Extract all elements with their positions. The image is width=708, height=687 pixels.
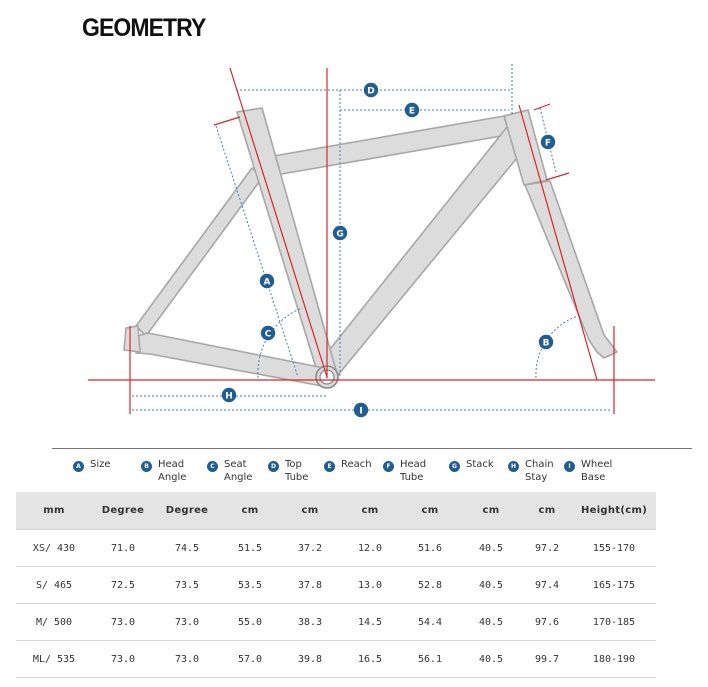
- legend-item-seat-angle: [207, 458, 252, 484]
- column-header: Degree: [92, 492, 154, 530]
- legend-item-stack: [449, 458, 494, 472]
- marker-label-i: I: [359, 406, 363, 417]
- legend-label-wheel-base: Wheel Base: [581, 459, 613, 483]
- table-cell: 55.0: [220, 604, 280, 641]
- table-row: [16, 530, 656, 567]
- marker-i: [354, 403, 368, 417]
- marker-e: [405, 103, 419, 117]
- column-header: cm: [522, 492, 572, 530]
- legend-badge-f: F: [383, 461, 394, 472]
- table-cell: 71.0: [92, 530, 154, 567]
- table-cell: S/ 465: [16, 567, 92, 604]
- table-cell: 170-185: [572, 604, 656, 641]
- table-cell: 40.5: [460, 641, 522, 678]
- legend-item-wheel-base: [564, 458, 612, 484]
- table-cell: 52.8: [400, 567, 460, 604]
- table-cell: 16.5: [340, 641, 400, 678]
- table-cell: 180-190: [572, 641, 656, 678]
- table-cell: 37.2: [280, 530, 340, 567]
- column-header: cm: [460, 492, 522, 530]
- table-cell: 57.0: [220, 641, 280, 678]
- table-cell: XS/ 430: [16, 530, 92, 567]
- table-cell: 73.0: [92, 641, 154, 678]
- table-cell: 97.2: [522, 530, 572, 567]
- table-cell: 40.5: [460, 567, 522, 604]
- table-cell: 51.6: [400, 530, 460, 567]
- marker-f: [541, 135, 555, 149]
- marker-c: [261, 326, 275, 340]
- table-cell: 99.7: [522, 641, 572, 678]
- table-cell: 165-175: [572, 567, 656, 604]
- marker-a: [260, 274, 274, 288]
- table-cell: M/ 500: [16, 604, 92, 641]
- marker-label-d: D: [367, 86, 375, 97]
- table-cell: 53.5: [220, 567, 280, 604]
- legend-badge-b: B: [141, 461, 152, 472]
- table-cell: 12.0: [340, 530, 400, 567]
- table-cell: 72.5: [92, 567, 154, 604]
- legend-badge-g: G: [449, 461, 460, 472]
- marker-d: [364, 83, 378, 97]
- table-row: [16, 604, 656, 641]
- marker-label-e: E: [408, 106, 416, 117]
- legend-item-head-angle: [141, 458, 186, 484]
- table-cell: 14.5: [340, 604, 400, 641]
- table-cell: 51.5: [220, 530, 280, 567]
- table-header-row: [16, 492, 656, 530]
- legend-badge-i: I: [564, 461, 575, 472]
- table-cell: 39.8: [280, 641, 340, 678]
- marker-label-b: B: [542, 338, 550, 349]
- table-cell: 37.8: [280, 567, 340, 604]
- table-cell: 56.1: [400, 641, 460, 678]
- table-cell: 40.5: [460, 530, 522, 567]
- table-cell: 97.4: [522, 567, 572, 604]
- column-header: Height(cm): [572, 492, 656, 530]
- column-header: Degree: [154, 492, 220, 530]
- table-cell: ML/ 535: [16, 641, 92, 678]
- legend-item-top-tube: [268, 458, 308, 484]
- geometry-table: [16, 492, 656, 678]
- marker-h: [222, 388, 236, 402]
- marker-label-f: F: [544, 138, 552, 149]
- legend-badge-d: D: [268, 461, 279, 472]
- table-cell: 73.5: [154, 567, 220, 604]
- table-cell: 97.6: [522, 604, 572, 641]
- legend-badge-a: A: [73, 461, 84, 472]
- table-cell: 73.0: [154, 641, 220, 678]
- column-header: cm: [220, 492, 280, 530]
- legend-item-size: [73, 458, 111, 472]
- legend-item-chain-stay: [508, 458, 554, 484]
- table-cell: 74.5: [154, 530, 220, 567]
- column-header: mm: [16, 492, 92, 530]
- page-title: GEOMETRY: [82, 14, 206, 42]
- column-header: cm: [280, 492, 340, 530]
- legend-badge-e: E: [324, 461, 335, 472]
- marker-b: [539, 335, 553, 349]
- table-row: [16, 641, 656, 678]
- legend-label-size: Size: [90, 459, 111, 470]
- marker-label-g: G: [336, 229, 344, 240]
- table-cell: 38.3: [280, 604, 340, 641]
- legend-label-head-tube: Head Tube: [400, 459, 427, 483]
- marker-g: [333, 226, 347, 240]
- table-cell: 40.5: [460, 604, 522, 641]
- table-cell: 54.4: [400, 604, 460, 641]
- column-header: cm: [400, 492, 460, 530]
- marker-label-a: A: [263, 277, 271, 288]
- table-cell: 155-170: [572, 530, 656, 567]
- legend-label-stack: Stack: [466, 459, 494, 470]
- legend-item-head-tube: [383, 458, 426, 484]
- marker-label-c: C: [264, 329, 272, 340]
- table-cell: 73.0: [92, 604, 154, 641]
- legend-label-chain-stay: Chain Stay: [525, 459, 554, 483]
- legend-label-head-angle: Head Angle: [158, 459, 187, 483]
- legend-label-top-tube: Top Tube: [285, 459, 309, 483]
- table-row: [16, 567, 656, 604]
- legend-label-seat-angle: Seat Angle: [224, 459, 253, 483]
- table-cell: 73.0: [154, 604, 220, 641]
- legend-badge-h: H: [508, 461, 519, 472]
- legend-label-reach: Reach: [341, 459, 372, 470]
- legend-badge-c: C: [207, 461, 218, 472]
- legend-divider: [52, 448, 692, 449]
- table-cell: 13.0: [340, 567, 400, 604]
- column-header: cm: [340, 492, 400, 530]
- legend: [0, 458, 708, 494]
- marker-label-h: H: [225, 391, 233, 402]
- legend-item-reach: [324, 458, 372, 472]
